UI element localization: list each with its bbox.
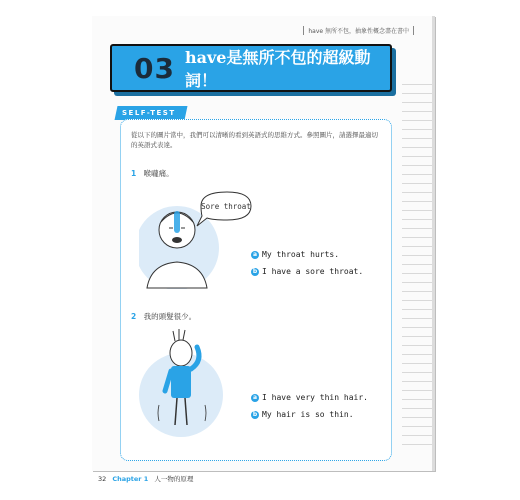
option-letter-badge: a [252,393,258,401]
option-letter-badge: b [252,267,258,275]
ruled-lines [402,76,432,451]
footer-chapter-subtitle: 人一物的原理 [154,475,194,483]
thin-hair-illustration [139,325,249,440]
option-letter-badge: a [252,250,258,258]
question-2-prompt: 我的頭髮很少。 [143,312,197,321]
option-text: My hair is so thin. [262,410,354,419]
question-1-option-a[interactable] [251,250,339,259]
page-footer [98,474,193,483]
question-1 [131,168,174,179]
chapter-banner [110,44,392,92]
self-test-label-text: SELF-TEST [122,109,176,117]
question-1-number: 1 [131,169,137,178]
option-text: My throat hurts. [262,250,340,259]
book-page [92,16,435,471]
self-test-intro: 從以下的圖片當中，我們可以清晰的看到英語式的思維方式。參照圖片，請選擇最適切的英語式表達。 [131,131,378,149]
sore-throat-bubble-text: Sore throat [201,202,251,211]
page-number: 32 [98,475,107,483]
option-letter-badge: b [252,410,258,418]
running-header: have 無所不包，抽象性概念盡在書中 [303,26,414,35]
question-2-number: 2 [131,312,137,321]
question-1-option-b[interactable] [251,267,363,276]
footer-chapter-label: Chapter 1 [112,475,149,483]
option-text: I have a sore throat. [262,267,364,276]
question-2 [131,311,196,322]
option-text: I have very thin hair. [262,393,368,402]
self-test-card [120,119,392,461]
chapter-number: 03 [134,51,175,85]
question-2-option-a[interactable] [251,393,368,402]
chapter-title: have是無所不包的超級動詞！ [184,48,371,90]
question-2-option-b[interactable] [251,410,354,419]
self-test-label [115,106,188,120]
question-1-prompt: 喉嚨痛。 [143,169,174,178]
sore-throat-illustration [139,184,254,289]
